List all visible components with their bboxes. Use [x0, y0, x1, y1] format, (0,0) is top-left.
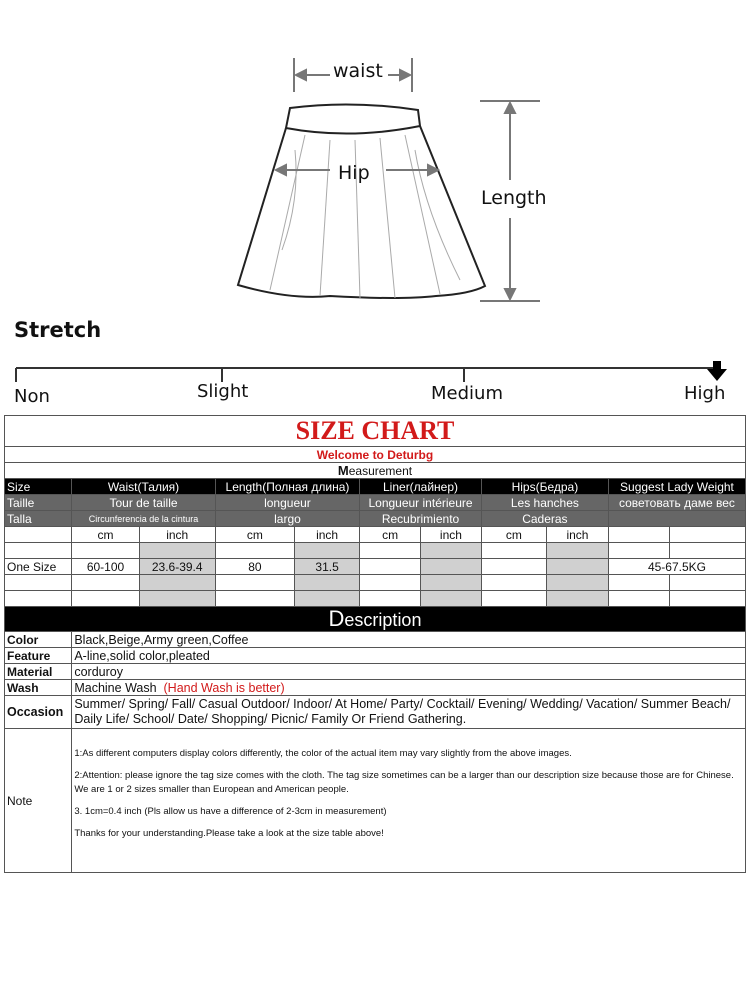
header-weight-ru: советовать даме вес	[608, 495, 745, 511]
size-chart-banner: SIZE CHART	[5, 416, 746, 447]
wash-note: (Hand Wash is better)	[163, 680, 285, 695]
header-liner: Liner(лайнер)	[360, 479, 482, 495]
skirt-measurement-figure	[0, 0, 750, 320]
unit-cm: cm	[72, 527, 139, 543]
material-label: Material	[5, 664, 72, 680]
header-waist: Waist(Талия)	[72, 479, 215, 495]
occasion-row	[5, 696, 746, 729]
header-caderas: Caderas	[481, 511, 608, 527]
occasion-label: Occasion	[5, 696, 72, 729]
color-value: Black,Beige,Army green,Coffee	[72, 632, 746, 648]
waist-inch-value: 23.6-39.4	[139, 559, 215, 575]
skirt-pleats	[270, 135, 460, 298]
length-inch-value: 31.5	[295, 559, 360, 575]
weight-value: 45-67.5KG	[608, 559, 745, 575]
table-row	[5, 559, 746, 575]
header-size: Size	[5, 479, 72, 495]
wash-label: Wash	[5, 680, 72, 696]
occasion-value: Summer/ Spring/ Fall/ Casual Outdoor/ Indoor/ At Home/ Party/ Cocktail/ Evening/ Wedding/ Vacation/ Summer Beach/ Daily Life/ School/ Date/ Shopping/ Picnic/ Family Or Friend Gathering.	[72, 696, 746, 729]
blank-row	[5, 591, 746, 607]
header-largo: largo	[215, 511, 359, 527]
header-les-hanches: Les hanches	[481, 495, 608, 511]
blank-row	[5, 543, 746, 559]
measurement-rest: easurement	[348, 463, 413, 478]
header-row-english	[5, 479, 746, 495]
note-4: Thanks for your understanding.Please take a look at the size table above!	[74, 828, 384, 839]
header-recubrimiento: Recubrimiento	[360, 511, 482, 527]
header-taille: Taille	[5, 495, 72, 511]
header-talla: Talla	[5, 511, 72, 527]
length-label: Length	[481, 187, 547, 209]
note-content	[72, 729, 746, 873]
unit-cm: cm	[360, 527, 421, 543]
header-longueur-interieure: Longueur intérieure	[360, 495, 482, 511]
unit-inch: inch	[421, 527, 482, 543]
header-hips: Hips(Бедра)	[481, 479, 608, 495]
color-label: Color	[5, 632, 72, 648]
unit-cm: cm	[481, 527, 546, 543]
material-value: corduroy	[72, 664, 746, 680]
unit-cm: cm	[215, 527, 294, 543]
header-length: Length(Полная длина)	[215, 479, 359, 495]
header-circunferencia: Circunferencia de la cintura	[72, 511, 215, 527]
feature-label: Feature	[5, 648, 72, 664]
stretch-level-high: High	[684, 383, 726, 404]
units-row	[5, 527, 746, 543]
unit-inch: inch	[139, 527, 215, 543]
description-rest: escription	[344, 609, 422, 630]
hip-label: Hip	[338, 162, 370, 184]
measurement-initial: M	[337, 462, 349, 478]
waist-label: waist	[333, 60, 383, 82]
wash-row	[5, 680, 746, 696]
blank-row	[5, 575, 746, 591]
material-row	[5, 664, 746, 680]
description-heading	[5, 607, 746, 632]
stretch-scale	[0, 355, 750, 415]
waist-cm-value: 60-100	[72, 559, 139, 575]
note-1: 1:As different computers display colors differently, the color of the actual item may vary slightly from the above images.	[74, 748, 572, 759]
header-longueur: longueur	[215, 495, 359, 511]
header-row-french	[5, 495, 746, 511]
note-row	[5, 729, 746, 873]
stretch-level-slight: Slight	[197, 381, 249, 402]
unit-inch: inch	[547, 527, 609, 543]
stretch-title: Stretch	[14, 318, 102, 342]
header-tour-de-taille: Tour de taille	[72, 495, 215, 511]
measurement-heading	[5, 463, 746, 479]
description-initial: D	[328, 606, 345, 631]
feature-value: A-line,solid color,pleated	[72, 648, 746, 664]
wash-method: Machine Wash	[74, 680, 157, 695]
note-label: Note	[5, 729, 72, 873]
size-one-size: One Size	[5, 559, 72, 575]
stretch-level-non: Non	[14, 386, 50, 407]
header-weight: Suggest Lady Weight	[608, 479, 745, 495]
feature-row	[5, 648, 746, 664]
welcome-text: Welcome to Deturbg	[5, 447, 746, 463]
color-row	[5, 632, 746, 648]
wash-value	[72, 680, 746, 696]
note-2: 2:Attention: please ignore the tag size comes with the cloth. The tag size sometimes can be a larger than our description size because those are for Chinese. We are 1 or 2 sizes smaller than European and American people.	[74, 770, 734, 795]
size-chart-table	[4, 415, 746, 873]
length-cm-value: 80	[215, 559, 294, 575]
stretch-level-medium: Medium	[431, 383, 503, 404]
header-row-spanish	[5, 511, 746, 527]
unit-inch: inch	[295, 527, 360, 543]
selected-level-marker	[707, 361, 727, 381]
note-3: 3. 1cm=0.4 inch (Pls allow us have a difference of 2-3cm in measurement)	[74, 806, 387, 817]
